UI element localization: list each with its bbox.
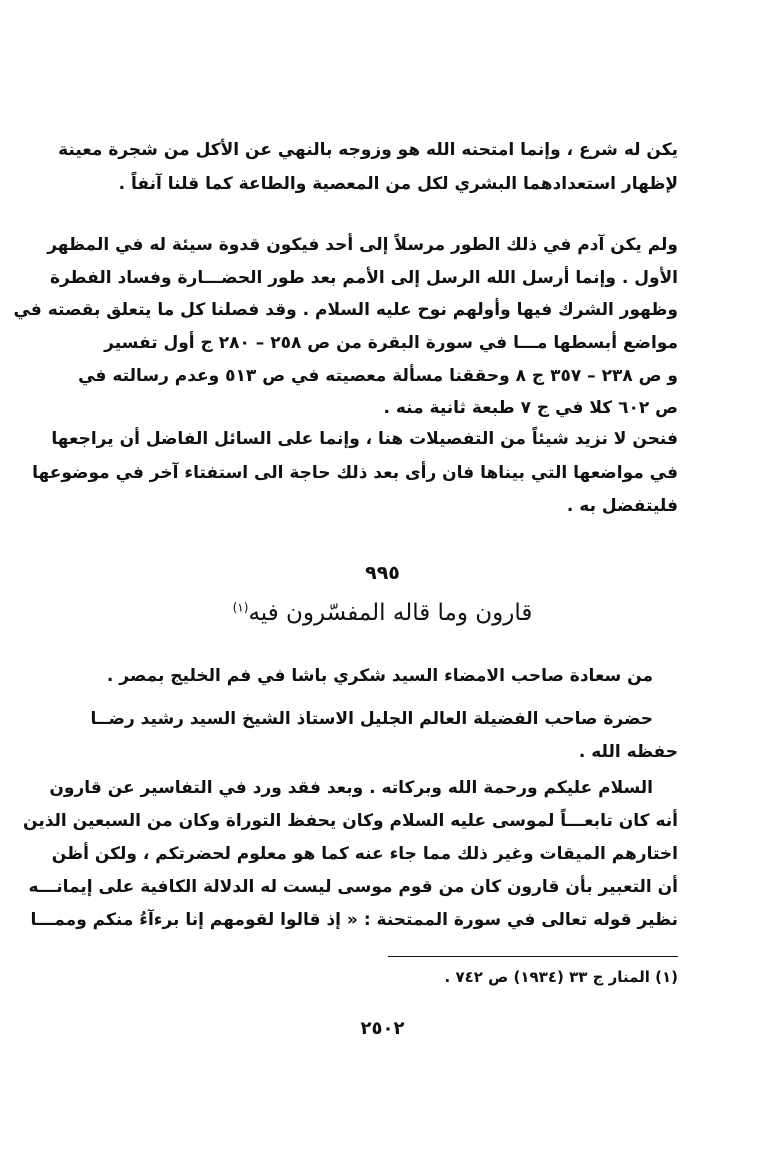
text-line: و ص ٢٣٨ – ٣٥٧ ج ٨ وحققنا مسألة معصيته في ص ٥١٣ وعدم رسالته في <box>78 366 678 386</box>
entry-title-text: قارون وما قاله المفسّرون فيه <box>248 600 533 626</box>
letter-body-line: اختارهم الميقات وغير ذلك مما جاء عنه كما هو معلوم لحضرتكم ، ولكن أظن <box>51 844 678 864</box>
text-line: ص ٦٠٢ كلا في ج ٧ طبعة ثانية منه . <box>383 398 678 418</box>
letter-body-line: السلام عليكم ورحمة الله وبركاته . وبعد فقد ورد في التفاسير عن قارون <box>49 778 653 798</box>
letter-salutation-line: حضرة صاحب الفضيلة العالم الجليل الاستاذ الشيخ السيد رشيد رضــا <box>90 709 653 729</box>
text-line: يكن له شرع ، وإنما امتحنه الله هو وزوجه بالنهي عن الأكل من شجرة معينة <box>58 140 678 160</box>
letter-body-line: أن التعبير بأن قارون كان من قوم موسى ليست له الدلالة الكافية على إيمانـــه <box>28 877 678 897</box>
page-number: ٢٥٠٢ <box>360 1018 405 1039</box>
letter-body-line: أنه كان تابعـــاً لموسى عليه السلام وكان يحفظ التوراة وكان من السبعين الذين <box>23 811 678 831</box>
letter-from-line: من سعادة صاحب الامضاء السيد شكري باشا في فم الخليج بمصر . <box>106 666 653 686</box>
text-line: فنحن لا نزيد شيئاً من التفصيلات هنا ، وإنما على السائل الفاضل أن يراجعها <box>51 429 678 449</box>
text-line: لإظهار استعدادهما البشري لكل من المعصية والطاعة كما قلنا آنفاً . <box>118 174 678 194</box>
letter-salutation-line: حفظه الله . <box>578 742 678 762</box>
entry-number: ٩٩٥ <box>365 562 400 584</box>
text-line: فليتفضل به . <box>566 496 678 516</box>
text-line: ولم يكن آدم في ذلك الطور مرسلاً إلى أحد فيكون قدوة سيئة له في المظهر <box>47 235 678 255</box>
text-line: مواضع أبسطها مـــا في سورة البقرة من ص ٢٥٨ – ٢٨٠ ج أول تفسير <box>104 333 678 353</box>
letter-body-line: نظير قوله تعالى في سورة الممتحنة : « إذ قالوا لقومهم إنا برءآءُ منكم وممـــا <box>30 910 678 930</box>
footnote: (١) المنار ج ٣٣ (١٩٣٤) ص ٧٤٢ . <box>444 968 678 986</box>
footnote-divider <box>388 956 678 957</box>
footnote-marker: (١) <box>232 600 249 615</box>
text-line: في مواضعها التي بيناها فان رأى بعد ذلك حاجة الى استفتاء آخر في موضوعها <box>32 463 678 483</box>
text-line: الأول . وإنما أرسل الله الرسل إلى الأمم بعد طور الحضـــارة وفساد الفطرة <box>49 268 678 288</box>
entry-title <box>0 600 765 626</box>
text-line: وظهور الشرك فيها وأولهم نوح عليه السلام . وقد فصلنا كل ما يتعلق بقصته في <box>13 300 678 320</box>
